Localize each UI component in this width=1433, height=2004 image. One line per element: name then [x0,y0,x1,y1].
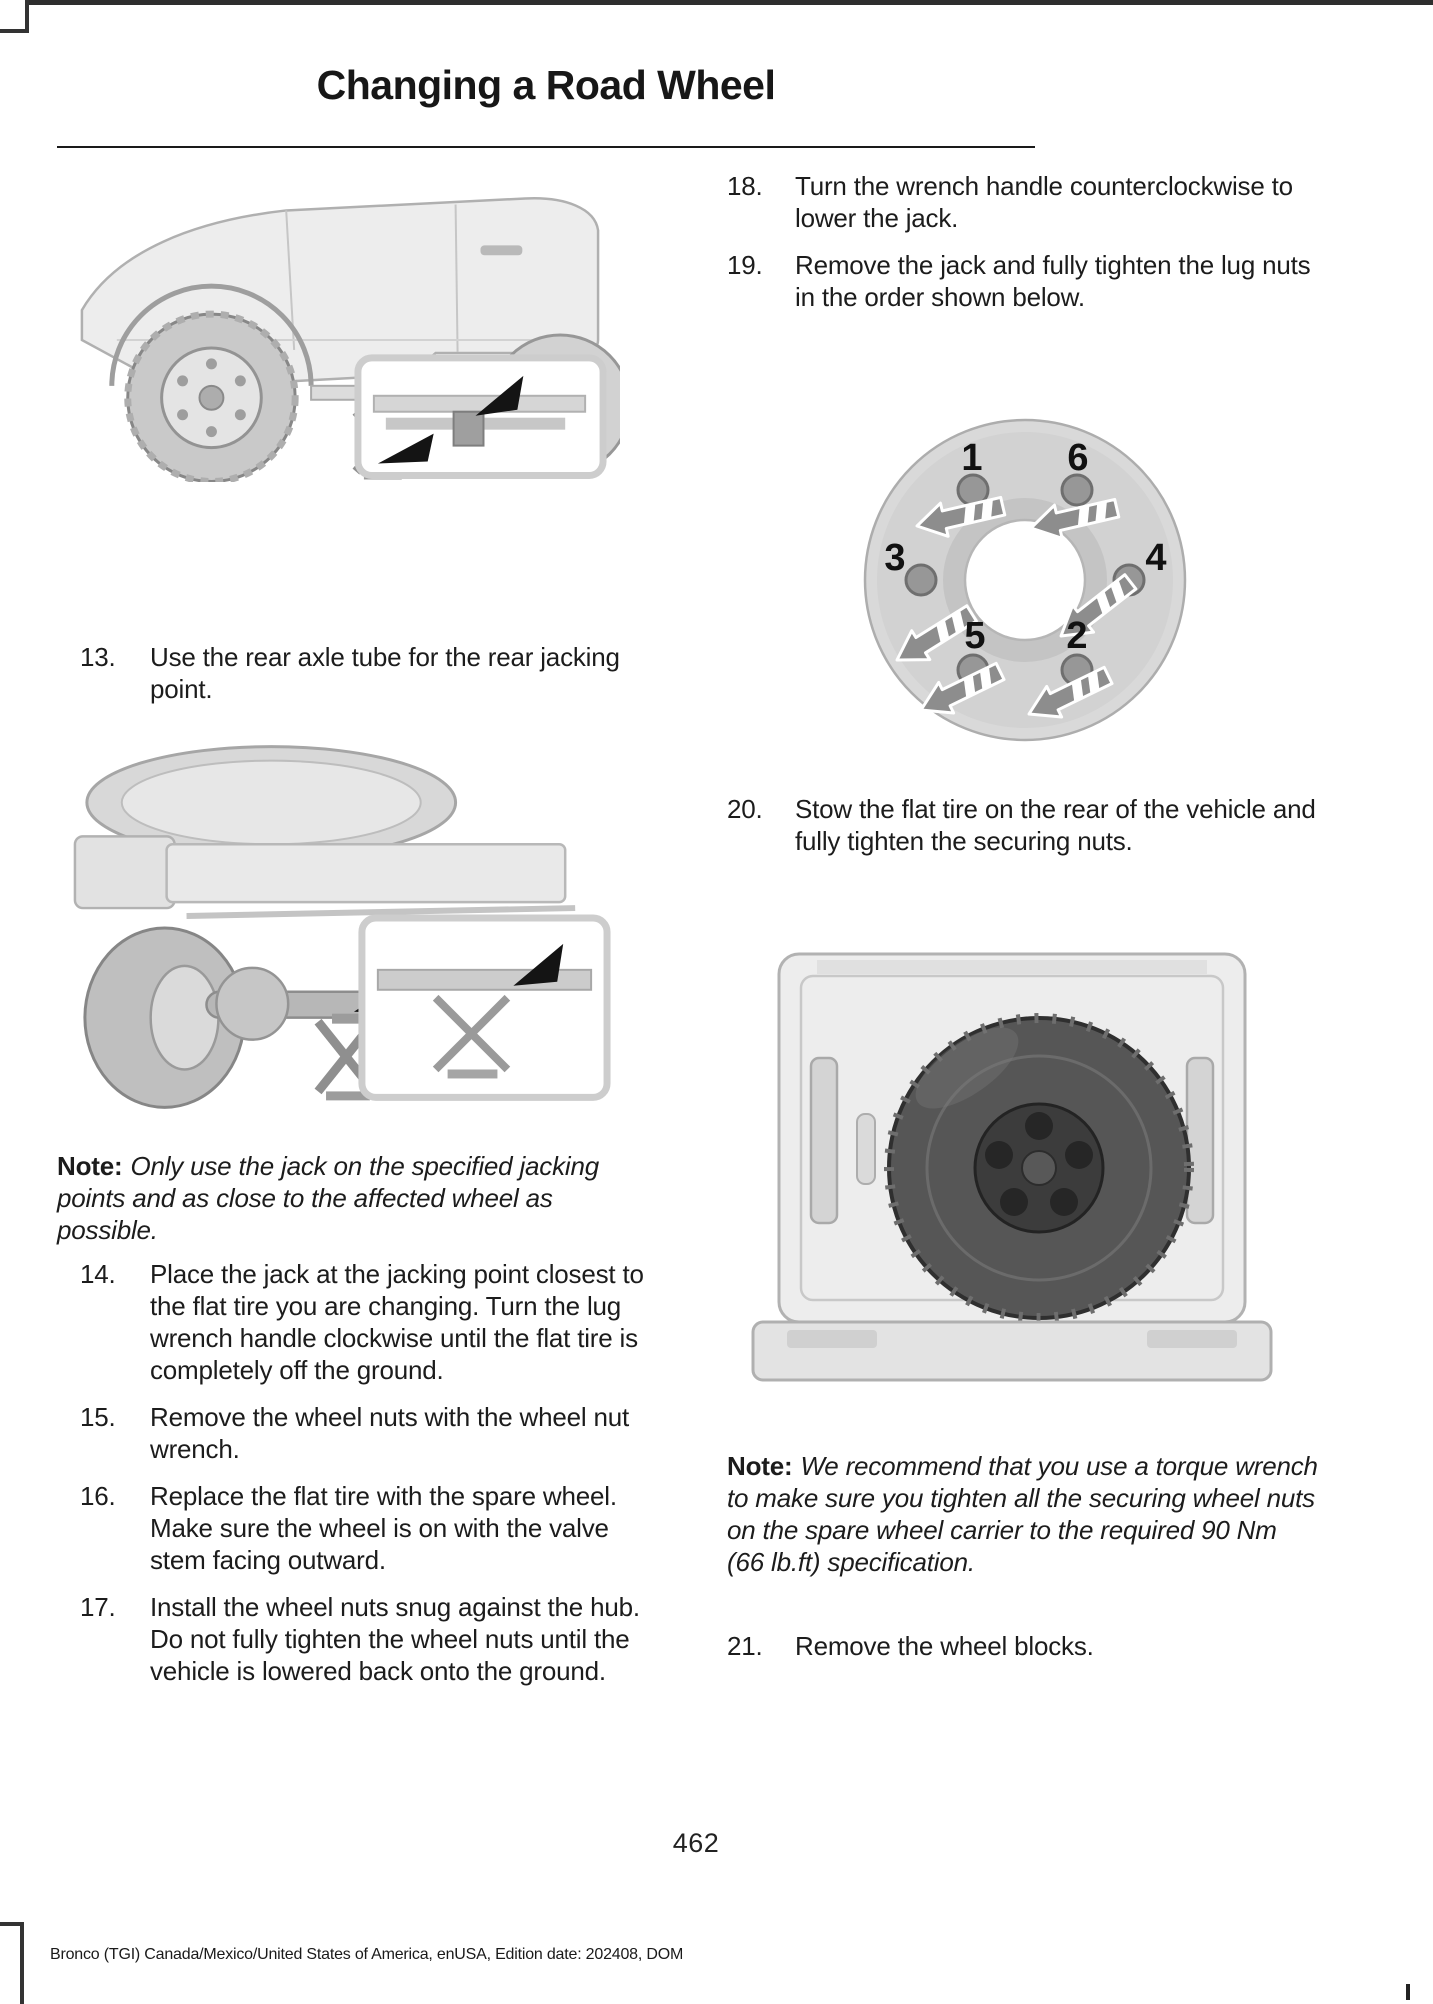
lug-nut-diagram [855,408,1195,753]
note-label: Note: [727,1451,793,1481]
page-edge-mark [1406,1984,1410,2000]
note-jacking-points [57,1150,647,1246]
page-title: Changing a Road Wheel [316,62,776,108]
footer-edition-info: Bronco (TGI) Canada/Mexico/United States of America, enUSA, Edition date: 202408, DOM [50,1946,684,1963]
note-torque-spec [727,1450,1319,1578]
illustration-truck-side-jacking [57,190,620,487]
step-text: Turn the wrench handle counterclockwise to lower the jack. [795,171,1293,233]
step-text: Replace the flat tire with the spare wheel. Make sure the wheel is on with the valve stem facing outward. [150,1481,617,1575]
step-number: 14. [80,1259,116,1289]
page-corner-mark-top [0,0,29,33]
door-handle [480,245,522,255]
step-text: Remove the wheel blocks. [795,1631,1094,1661]
step-text: Place the jack at the jacking point closest to the flat tire you are changing. Turn the lug wrench handle clockwise until the flat tire is completely off the ground. [150,1259,644,1385]
step-number: 17. [80,1592,116,1622]
note-label: Note: [57,1151,123,1181]
illustration-rear-axle-jacking [57,740,620,1117]
step-number: 18. [727,171,763,201]
rear-axle-illustration [57,740,620,1112]
step-text: Remove the wheel nuts with the wheel nut wrench. [150,1402,630,1464]
page-number: 462 [672,1828,720,1858]
step-number: 20. [727,794,763,824]
note-text: We recommend that you use a torque wrench to make sure you tighten all the securing wheel nuts on the spare wheel carrier to the required 90 Nm (66 lb.ft) specification. [727,1451,1318,1577]
spare-tire [889,1012,1189,1318]
step-13 [57,641,655,720]
step-text: Use the rear axle tube for the rear jacking point. [150,642,620,704]
illustration-spare-tire-rear [727,938,1297,1408]
step-number: 13. [80,642,116,672]
step-21 [727,1630,1319,1677]
step-17 [80,1591,655,1687]
step-text: Remove the jack and fully tighten the lug nuts in the order shown below. [795,250,1311,312]
steps-18-19 [727,170,1319,328]
right-column [727,0,1319,2000]
step-20 [727,793,1319,872]
lug-order-label-2: 2 [1066,615,1088,657]
step-18 [727,170,1319,234]
step-14 [80,1258,655,1386]
steps-14-17 [57,1258,655,1702]
page-corner-mark-bottom [0,1922,24,2004]
tailgate-handle [857,1114,875,1184]
taillight-right [1187,1058,1213,1223]
lug-nut-order-diagram [855,408,1195,758]
step-number: 21. [727,1631,763,1661]
step-16 [80,1480,655,1576]
step-number: 16. [80,1481,116,1511]
lug-order-label-5: 5 [964,615,986,657]
truck-side-illustration [57,190,620,482]
step-15 [80,1401,655,1465]
lug-order-label-4: 4 [1145,537,1167,579]
step-number: 19. [727,250,763,280]
taillight-left [811,1058,837,1223]
front-wheel [128,314,295,481]
lug-order-label-1: 1 [961,437,983,479]
left-column [57,0,644,2000]
step-19 [727,249,1319,313]
lug-order-label-3: 3 [884,537,906,579]
step-number: 15. [80,1402,116,1432]
spare-tire-illustration [727,938,1297,1403]
lug-order-label-6: 6 [1067,437,1089,479]
step-text: Stow the flat tire on the rear of the vehicle and fully tighten the securing nuts. [795,794,1316,856]
note-text: Only use the jack on the specified jacking points and as close to the affected wheel as possible. [57,1151,599,1245]
step-text: Install the wheel nuts snug against the hub. Do not fully tighten the wheel nuts until the vehicle is lowered back onto the ground. [150,1592,640,1686]
